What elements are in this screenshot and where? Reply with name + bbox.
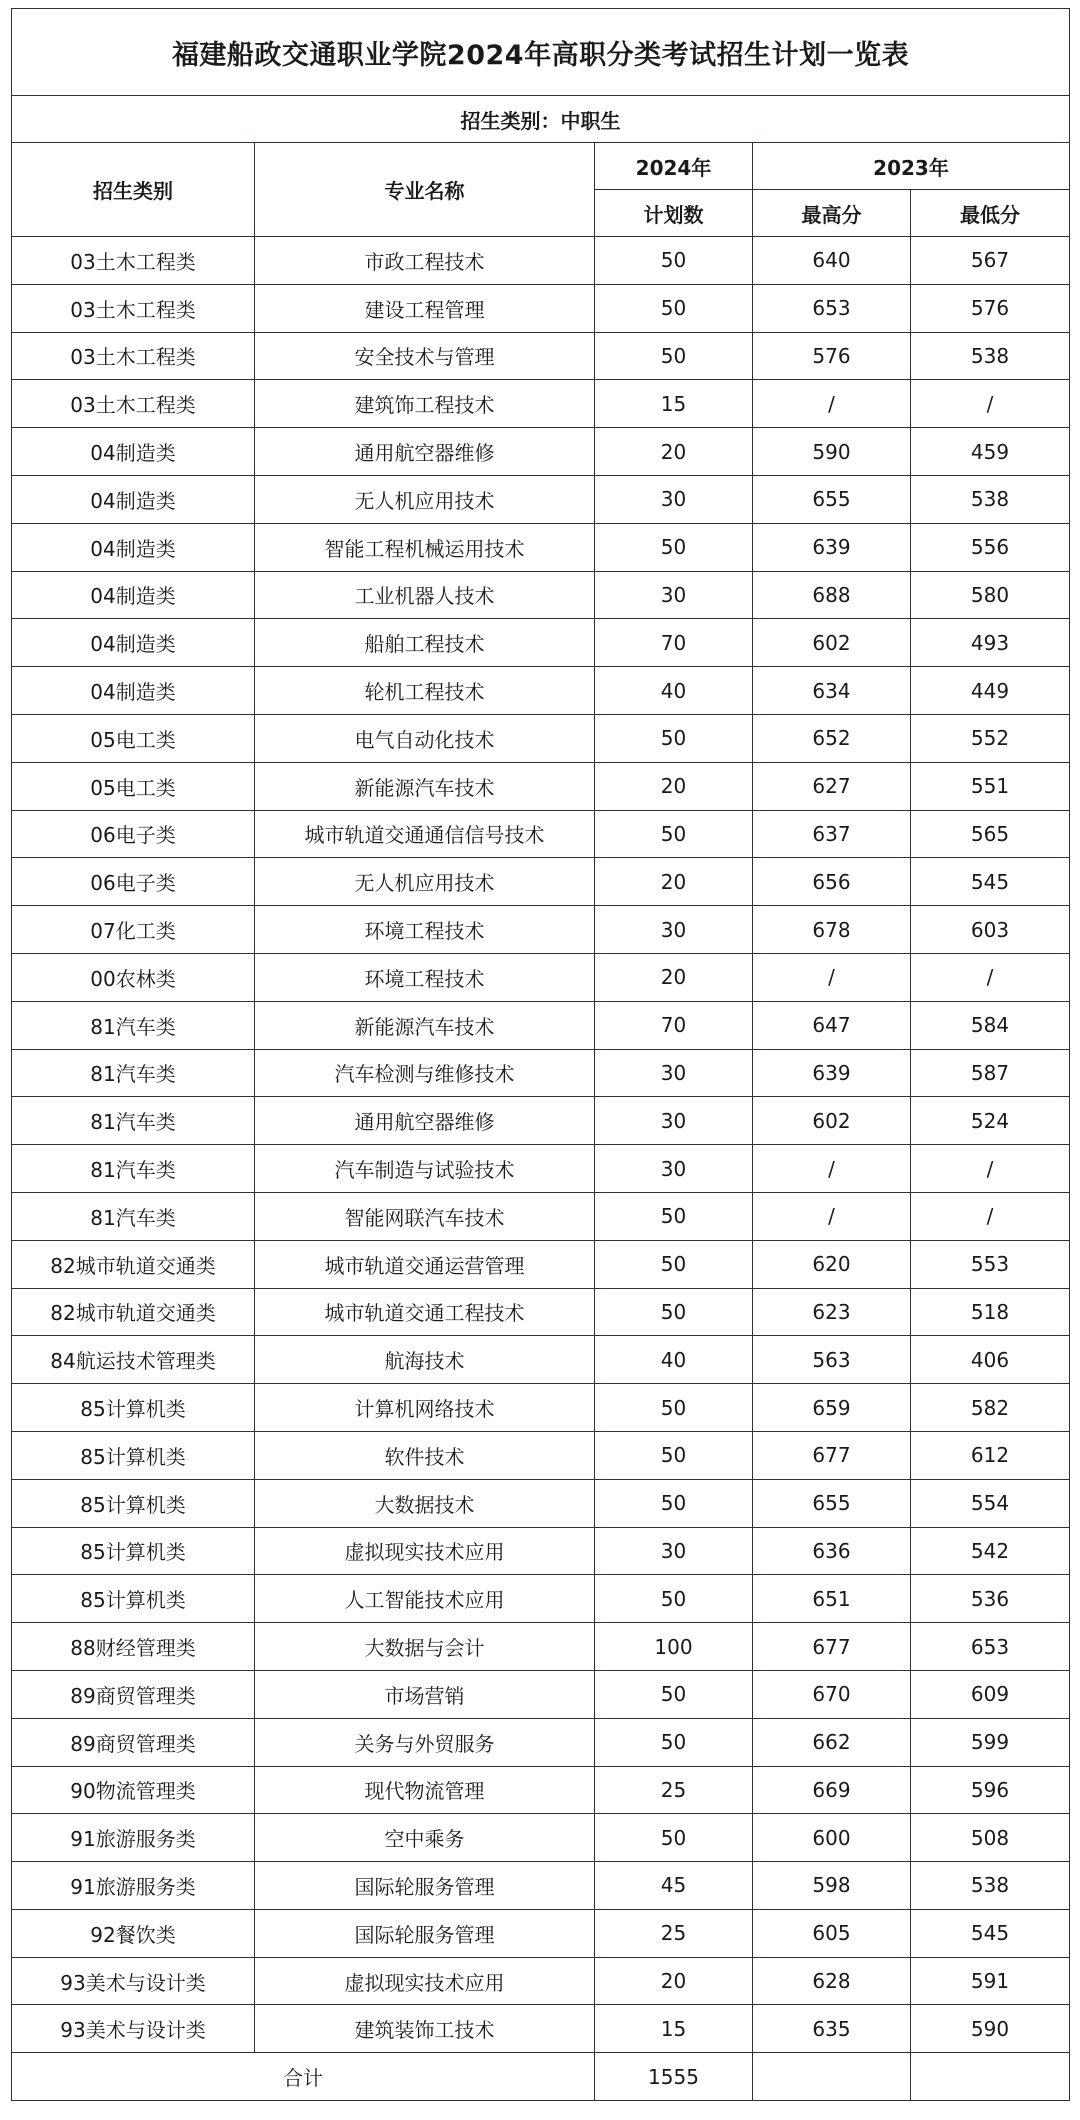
cell-plan-count: 70 bbox=[595, 1001, 753, 1049]
cell-min-score: 538 bbox=[911, 475, 1070, 523]
cell-min-score: 553 bbox=[911, 1240, 1070, 1288]
table-row bbox=[12, 1957, 1070, 2005]
table-row bbox=[12, 762, 1070, 810]
table-row bbox=[12, 1097, 1070, 1145]
cell-category: 03土木工程类 bbox=[12, 237, 255, 285]
cell-major: 计算机网络技术 bbox=[255, 1384, 595, 1432]
cell-plan-count: 30 bbox=[595, 1049, 753, 1097]
table-row bbox=[12, 1527, 1070, 1575]
cell-category: 04制造类 bbox=[12, 428, 255, 476]
cell-plan-count: 20 bbox=[595, 428, 753, 476]
cell-max-score: 688 bbox=[753, 571, 911, 619]
cell-plan-count: 50 bbox=[595, 1288, 753, 1336]
cell-major: 关务与外贸服务 bbox=[255, 1718, 595, 1766]
cell-plan-count: 50 bbox=[595, 1431, 753, 1479]
cell-major: 大数据与会计 bbox=[255, 1623, 595, 1671]
cell-category: 05电工类 bbox=[12, 762, 255, 810]
cell-min-score: 545 bbox=[911, 858, 1070, 906]
cell-max-score: 678 bbox=[753, 906, 911, 954]
cell-category: 81汽车类 bbox=[12, 1145, 255, 1193]
cell-min-score: 565 bbox=[911, 810, 1070, 858]
cell-category: 85计算机类 bbox=[12, 1479, 255, 1527]
cell-category: 00农林类 bbox=[12, 953, 255, 1001]
total-plan-count: 1555 bbox=[595, 2053, 753, 2101]
table-row bbox=[12, 475, 1070, 523]
table-row bbox=[12, 1384, 1070, 1432]
table-row bbox=[12, 858, 1070, 906]
cell-plan-count: 25 bbox=[595, 1909, 753, 1957]
cell-max-score: / bbox=[753, 380, 911, 428]
cell-max-score: 662 bbox=[753, 1718, 911, 1766]
cell-max-score: 652 bbox=[753, 714, 911, 762]
cell-major: 市场营销 bbox=[255, 1670, 595, 1718]
cell-plan-count: 50 bbox=[595, 1384, 753, 1432]
table-row bbox=[12, 1001, 1070, 1049]
cell-max-score: 655 bbox=[753, 475, 911, 523]
cell-max-score: 635 bbox=[753, 2005, 911, 2053]
cell-major: 虚拟现实技术应用 bbox=[255, 1957, 595, 2005]
cell-max-score: 670 bbox=[753, 1670, 911, 1718]
cell-major: 国际轮服务管理 bbox=[255, 1862, 595, 1910]
cell-min-score: 576 bbox=[911, 284, 1070, 332]
cell-major: 无人机应用技术 bbox=[255, 475, 595, 523]
cell-max-score: 640 bbox=[753, 237, 911, 285]
cell-min-score: 493 bbox=[911, 619, 1070, 667]
cell-plan-count: 20 bbox=[595, 858, 753, 906]
cell-max-score: 677 bbox=[753, 1431, 911, 1479]
cell-min-score: 518 bbox=[911, 1288, 1070, 1336]
cell-category: 85计算机类 bbox=[12, 1431, 255, 1479]
cell-max-score: 620 bbox=[753, 1240, 911, 1288]
cell-min-score: 596 bbox=[911, 1766, 1070, 1814]
cell-category: 81汽车类 bbox=[12, 1097, 255, 1145]
cell-major: 新能源汽车技术 bbox=[255, 1001, 595, 1049]
cell-major: 空中乘务 bbox=[255, 1814, 595, 1862]
table-row bbox=[12, 380, 1070, 428]
enrollment-plan-table-container bbox=[11, 8, 1069, 2101]
cell-category: 04制造类 bbox=[12, 667, 255, 715]
cell-max-score: 634 bbox=[753, 667, 911, 715]
cell-plan-count: 25 bbox=[595, 1766, 753, 1814]
table-row bbox=[12, 2005, 1070, 2053]
cell-category: 07化工类 bbox=[12, 906, 255, 954]
cell-max-score: 598 bbox=[753, 1862, 911, 1910]
cell-major: 通用航空器维修 bbox=[255, 428, 595, 476]
table-row bbox=[12, 1623, 1070, 1671]
table-row bbox=[12, 1479, 1070, 1527]
cell-category: 06电子类 bbox=[12, 858, 255, 906]
table-row bbox=[12, 237, 1070, 285]
cell-max-score: 576 bbox=[753, 332, 911, 380]
enrollment-category-subtitle: 招生类别：中职生 bbox=[12, 96, 1070, 143]
cell-plan-count: 50 bbox=[595, 237, 753, 285]
cell-major: 智能网联汽车技术 bbox=[255, 1192, 595, 1240]
cell-major: 轮机工程技术 bbox=[255, 667, 595, 715]
cell-max-score: 639 bbox=[753, 1049, 911, 1097]
table-row bbox=[12, 428, 1070, 476]
cell-min-score: / bbox=[911, 1192, 1070, 1240]
cell-max-score: 590 bbox=[753, 428, 911, 476]
cell-max-score: 651 bbox=[753, 1575, 911, 1623]
cell-plan-count: 50 bbox=[595, 1575, 753, 1623]
cell-major: 汽车检测与维修技术 bbox=[255, 1049, 595, 1097]
table-row bbox=[12, 810, 1070, 858]
cell-category: 06电子类 bbox=[12, 810, 255, 858]
cell-major: 城市轨道交通运营管理 bbox=[255, 1240, 595, 1288]
cell-major: 市政工程技术 bbox=[255, 237, 595, 285]
cell-min-score: 612 bbox=[911, 1431, 1070, 1479]
total-min-score-empty bbox=[911, 2053, 1070, 2101]
cell-major: 现代物流管理 bbox=[255, 1766, 595, 1814]
cell-category: 03土木工程类 bbox=[12, 284, 255, 332]
cell-plan-count: 30 bbox=[595, 475, 753, 523]
cell-min-score: 508 bbox=[911, 1814, 1070, 1862]
cell-min-score: 653 bbox=[911, 1623, 1070, 1671]
table-row bbox=[12, 571, 1070, 619]
cell-max-score: 602 bbox=[753, 1097, 911, 1145]
cell-major: 建筑饰工程技术 bbox=[255, 380, 595, 428]
cell-plan-count: 50 bbox=[595, 1240, 753, 1288]
cell-min-score: 582 bbox=[911, 1384, 1070, 1432]
cell-major: 大数据技术 bbox=[255, 1479, 595, 1527]
page-title: 福建船政交通职业学院2024年高职分类考试招生计划一览表 bbox=[12, 9, 1070, 96]
cell-plan-count: 50 bbox=[595, 284, 753, 332]
cell-max-score: 563 bbox=[753, 1336, 911, 1384]
table-row bbox=[12, 1862, 1070, 1910]
cell-major: 环境工程技术 bbox=[255, 953, 595, 1001]
cell-category: 04制造类 bbox=[12, 523, 255, 571]
table-row bbox=[12, 1575, 1070, 1623]
cell-max-score: 677 bbox=[753, 1623, 911, 1671]
cell-plan-count: 50 bbox=[595, 1814, 753, 1862]
cell-plan-count: 30 bbox=[595, 1527, 753, 1575]
cell-plan-count: 30 bbox=[595, 1097, 753, 1145]
cell-plan-count: 50 bbox=[595, 1479, 753, 1527]
cell-min-score: 406 bbox=[911, 1336, 1070, 1384]
table-row bbox=[12, 1670, 1070, 1718]
cell-plan-count: 50 bbox=[595, 332, 753, 380]
header-major: 专业名称 bbox=[255, 143, 595, 237]
cell-min-score: 591 bbox=[911, 1957, 1070, 2005]
cell-category: 90物流管理类 bbox=[12, 1766, 255, 1814]
cell-min-score: / bbox=[911, 953, 1070, 1001]
cell-max-score: 602 bbox=[753, 619, 911, 667]
cell-category: 93美术与设计类 bbox=[12, 2005, 255, 2053]
cell-plan-count: 30 bbox=[595, 571, 753, 619]
cell-category: 03土木工程类 bbox=[12, 332, 255, 380]
cell-plan-count: 20 bbox=[595, 953, 753, 1001]
cell-max-score: 600 bbox=[753, 1814, 911, 1862]
cell-min-score: 551 bbox=[911, 762, 1070, 810]
cell-category: 82城市轨道交通类 bbox=[12, 1240, 255, 1288]
cell-major: 电气自动化技术 bbox=[255, 714, 595, 762]
cell-max-score: 623 bbox=[753, 1288, 911, 1336]
cell-plan-count: 40 bbox=[595, 667, 753, 715]
cell-plan-count: 45 bbox=[595, 1862, 753, 1910]
header-plan-count: 计划数 bbox=[595, 190, 753, 237]
cell-min-score: 542 bbox=[911, 1527, 1070, 1575]
cell-category: 93美术与设计类 bbox=[12, 1957, 255, 2005]
cell-plan-count: 30 bbox=[595, 1145, 753, 1193]
cell-min-score: 552 bbox=[911, 714, 1070, 762]
cell-plan-count: 100 bbox=[595, 1623, 753, 1671]
cell-min-score: 609 bbox=[911, 1670, 1070, 1718]
cell-max-score: 647 bbox=[753, 1001, 911, 1049]
cell-min-score: 538 bbox=[911, 1862, 1070, 1910]
cell-category: 81汽车类 bbox=[12, 1001, 255, 1049]
table-body bbox=[12, 237, 1070, 2053]
cell-min-score: 584 bbox=[911, 1001, 1070, 1049]
cell-category: 81汽车类 bbox=[12, 1192, 255, 1240]
cell-major: 环境工程技术 bbox=[255, 906, 595, 954]
cell-category: 05电工类 bbox=[12, 714, 255, 762]
cell-major: 无人机应用技术 bbox=[255, 858, 595, 906]
cell-max-score: 637 bbox=[753, 810, 911, 858]
cell-min-score: 556 bbox=[911, 523, 1070, 571]
table-row bbox=[12, 332, 1070, 380]
cell-min-score: 580 bbox=[911, 571, 1070, 619]
cell-max-score: 656 bbox=[753, 858, 911, 906]
cell-max-score: 627 bbox=[753, 762, 911, 810]
cell-major: 虚拟现实技术应用 bbox=[255, 1527, 595, 1575]
cell-major: 城市轨道交通工程技术 bbox=[255, 1288, 595, 1336]
header-max-score: 最高分 bbox=[753, 190, 911, 237]
cell-plan-count: 50 bbox=[595, 810, 753, 858]
cell-major: 城市轨道交通通信信号技术 bbox=[255, 810, 595, 858]
table-row bbox=[12, 1336, 1070, 1384]
table-row bbox=[12, 1431, 1070, 1479]
header-category: 招生类别 bbox=[12, 143, 255, 237]
cell-category: 84航运技术管理类 bbox=[12, 1336, 255, 1384]
cell-min-score: 590 bbox=[911, 2005, 1070, 2053]
cell-category: 88财经管理类 bbox=[12, 1623, 255, 1671]
cell-major: 通用航空器维修 bbox=[255, 1097, 595, 1145]
cell-plan-count: 20 bbox=[595, 1957, 753, 2005]
cell-min-score: 567 bbox=[911, 237, 1070, 285]
cell-major: 航海技术 bbox=[255, 1336, 595, 1384]
cell-category: 81汽车类 bbox=[12, 1049, 255, 1097]
table-row bbox=[12, 953, 1070, 1001]
cell-min-score: 545 bbox=[911, 1909, 1070, 1957]
cell-min-score: 536 bbox=[911, 1575, 1070, 1623]
cell-category: 04制造类 bbox=[12, 571, 255, 619]
cell-max-score: 605 bbox=[753, 1909, 911, 1957]
cell-max-score: 636 bbox=[753, 1527, 911, 1575]
cell-plan-count: 70 bbox=[595, 619, 753, 667]
table-row bbox=[12, 523, 1070, 571]
total-row bbox=[12, 2053, 1070, 2101]
total-label: 合计 bbox=[12, 2053, 595, 2101]
cell-max-score: 628 bbox=[753, 1957, 911, 2005]
cell-max-score: 639 bbox=[753, 523, 911, 571]
cell-min-score: 459 bbox=[911, 428, 1070, 476]
enrollment-plan-table bbox=[11, 8, 1070, 2101]
cell-major: 智能工程机械运用技术 bbox=[255, 523, 595, 571]
cell-max-score: 669 bbox=[753, 1766, 911, 1814]
cell-major: 软件技术 bbox=[255, 1431, 595, 1479]
cell-category: 89商贸管理类 bbox=[12, 1670, 255, 1718]
total-max-score-empty bbox=[753, 2053, 911, 2101]
cell-max-score: / bbox=[753, 1192, 911, 1240]
cell-plan-count: 50 bbox=[595, 1718, 753, 1766]
cell-plan-count: 15 bbox=[595, 380, 753, 428]
header-year-2024: 2024年 bbox=[595, 143, 753, 190]
cell-min-score: / bbox=[911, 1145, 1070, 1193]
cell-max-score: 655 bbox=[753, 1479, 911, 1527]
cell-category: 89商贸管理类 bbox=[12, 1718, 255, 1766]
table-row bbox=[12, 1145, 1070, 1193]
cell-plan-count: 50 bbox=[595, 714, 753, 762]
table-row bbox=[12, 1766, 1070, 1814]
cell-min-score: 538 bbox=[911, 332, 1070, 380]
cell-category: 85计算机类 bbox=[12, 1575, 255, 1623]
table-row bbox=[12, 284, 1070, 332]
cell-min-score: 554 bbox=[911, 1479, 1070, 1527]
table-row bbox=[12, 906, 1070, 954]
cell-min-score: 524 bbox=[911, 1097, 1070, 1145]
cell-category: 82城市轨道交通类 bbox=[12, 1288, 255, 1336]
cell-min-score: 603 bbox=[911, 906, 1070, 954]
cell-plan-count: 20 bbox=[595, 762, 753, 810]
cell-major: 安全技术与管理 bbox=[255, 332, 595, 380]
cell-max-score: / bbox=[753, 953, 911, 1001]
table-row bbox=[12, 1288, 1070, 1336]
cell-category: 04制造类 bbox=[12, 619, 255, 667]
cell-min-score: 599 bbox=[911, 1718, 1070, 1766]
cell-major: 建设工程管理 bbox=[255, 284, 595, 332]
cell-plan-count: 30 bbox=[595, 906, 753, 954]
table-row bbox=[12, 619, 1070, 667]
cell-min-score: / bbox=[911, 380, 1070, 428]
table-row bbox=[12, 1814, 1070, 1862]
table-row bbox=[12, 667, 1070, 715]
cell-category: 85计算机类 bbox=[12, 1527, 255, 1575]
cell-max-score: 659 bbox=[753, 1384, 911, 1432]
cell-plan-count: 50 bbox=[595, 523, 753, 571]
cell-min-score: 587 bbox=[911, 1049, 1070, 1097]
table-row bbox=[12, 1192, 1070, 1240]
cell-major: 建筑装饰工技术 bbox=[255, 2005, 595, 2053]
cell-major: 工业机器人技术 bbox=[255, 571, 595, 619]
cell-category: 92餐饮类 bbox=[12, 1909, 255, 1957]
cell-category: 91旅游服务类 bbox=[12, 1814, 255, 1862]
cell-plan-count: 40 bbox=[595, 1336, 753, 1384]
cell-major: 人工智能技术应用 bbox=[255, 1575, 595, 1623]
cell-plan-count: 50 bbox=[595, 1670, 753, 1718]
table-row bbox=[12, 1240, 1070, 1288]
table-row bbox=[12, 714, 1070, 762]
cell-plan-count: 50 bbox=[595, 1192, 753, 1240]
header-min-score: 最低分 bbox=[911, 190, 1070, 237]
cell-category: 85计算机类 bbox=[12, 1384, 255, 1432]
cell-major: 新能源汽车技术 bbox=[255, 762, 595, 810]
cell-max-score: 653 bbox=[753, 284, 911, 332]
cell-category: 91旅游服务类 bbox=[12, 1862, 255, 1910]
cell-major: 国际轮服务管理 bbox=[255, 1909, 595, 1957]
table-row bbox=[12, 1049, 1070, 1097]
cell-major: 汽车制造与试验技术 bbox=[255, 1145, 595, 1193]
cell-max-score: / bbox=[753, 1145, 911, 1193]
cell-category: 04制造类 bbox=[12, 475, 255, 523]
table-row bbox=[12, 1718, 1070, 1766]
cell-min-score: 449 bbox=[911, 667, 1070, 715]
cell-major: 船舶工程技术 bbox=[255, 619, 595, 667]
table-row bbox=[12, 1909, 1070, 1957]
cell-plan-count: 15 bbox=[595, 2005, 753, 2053]
header-year-2023: 2023年 bbox=[753, 143, 1070, 190]
cell-category: 03土木工程类 bbox=[12, 380, 255, 428]
